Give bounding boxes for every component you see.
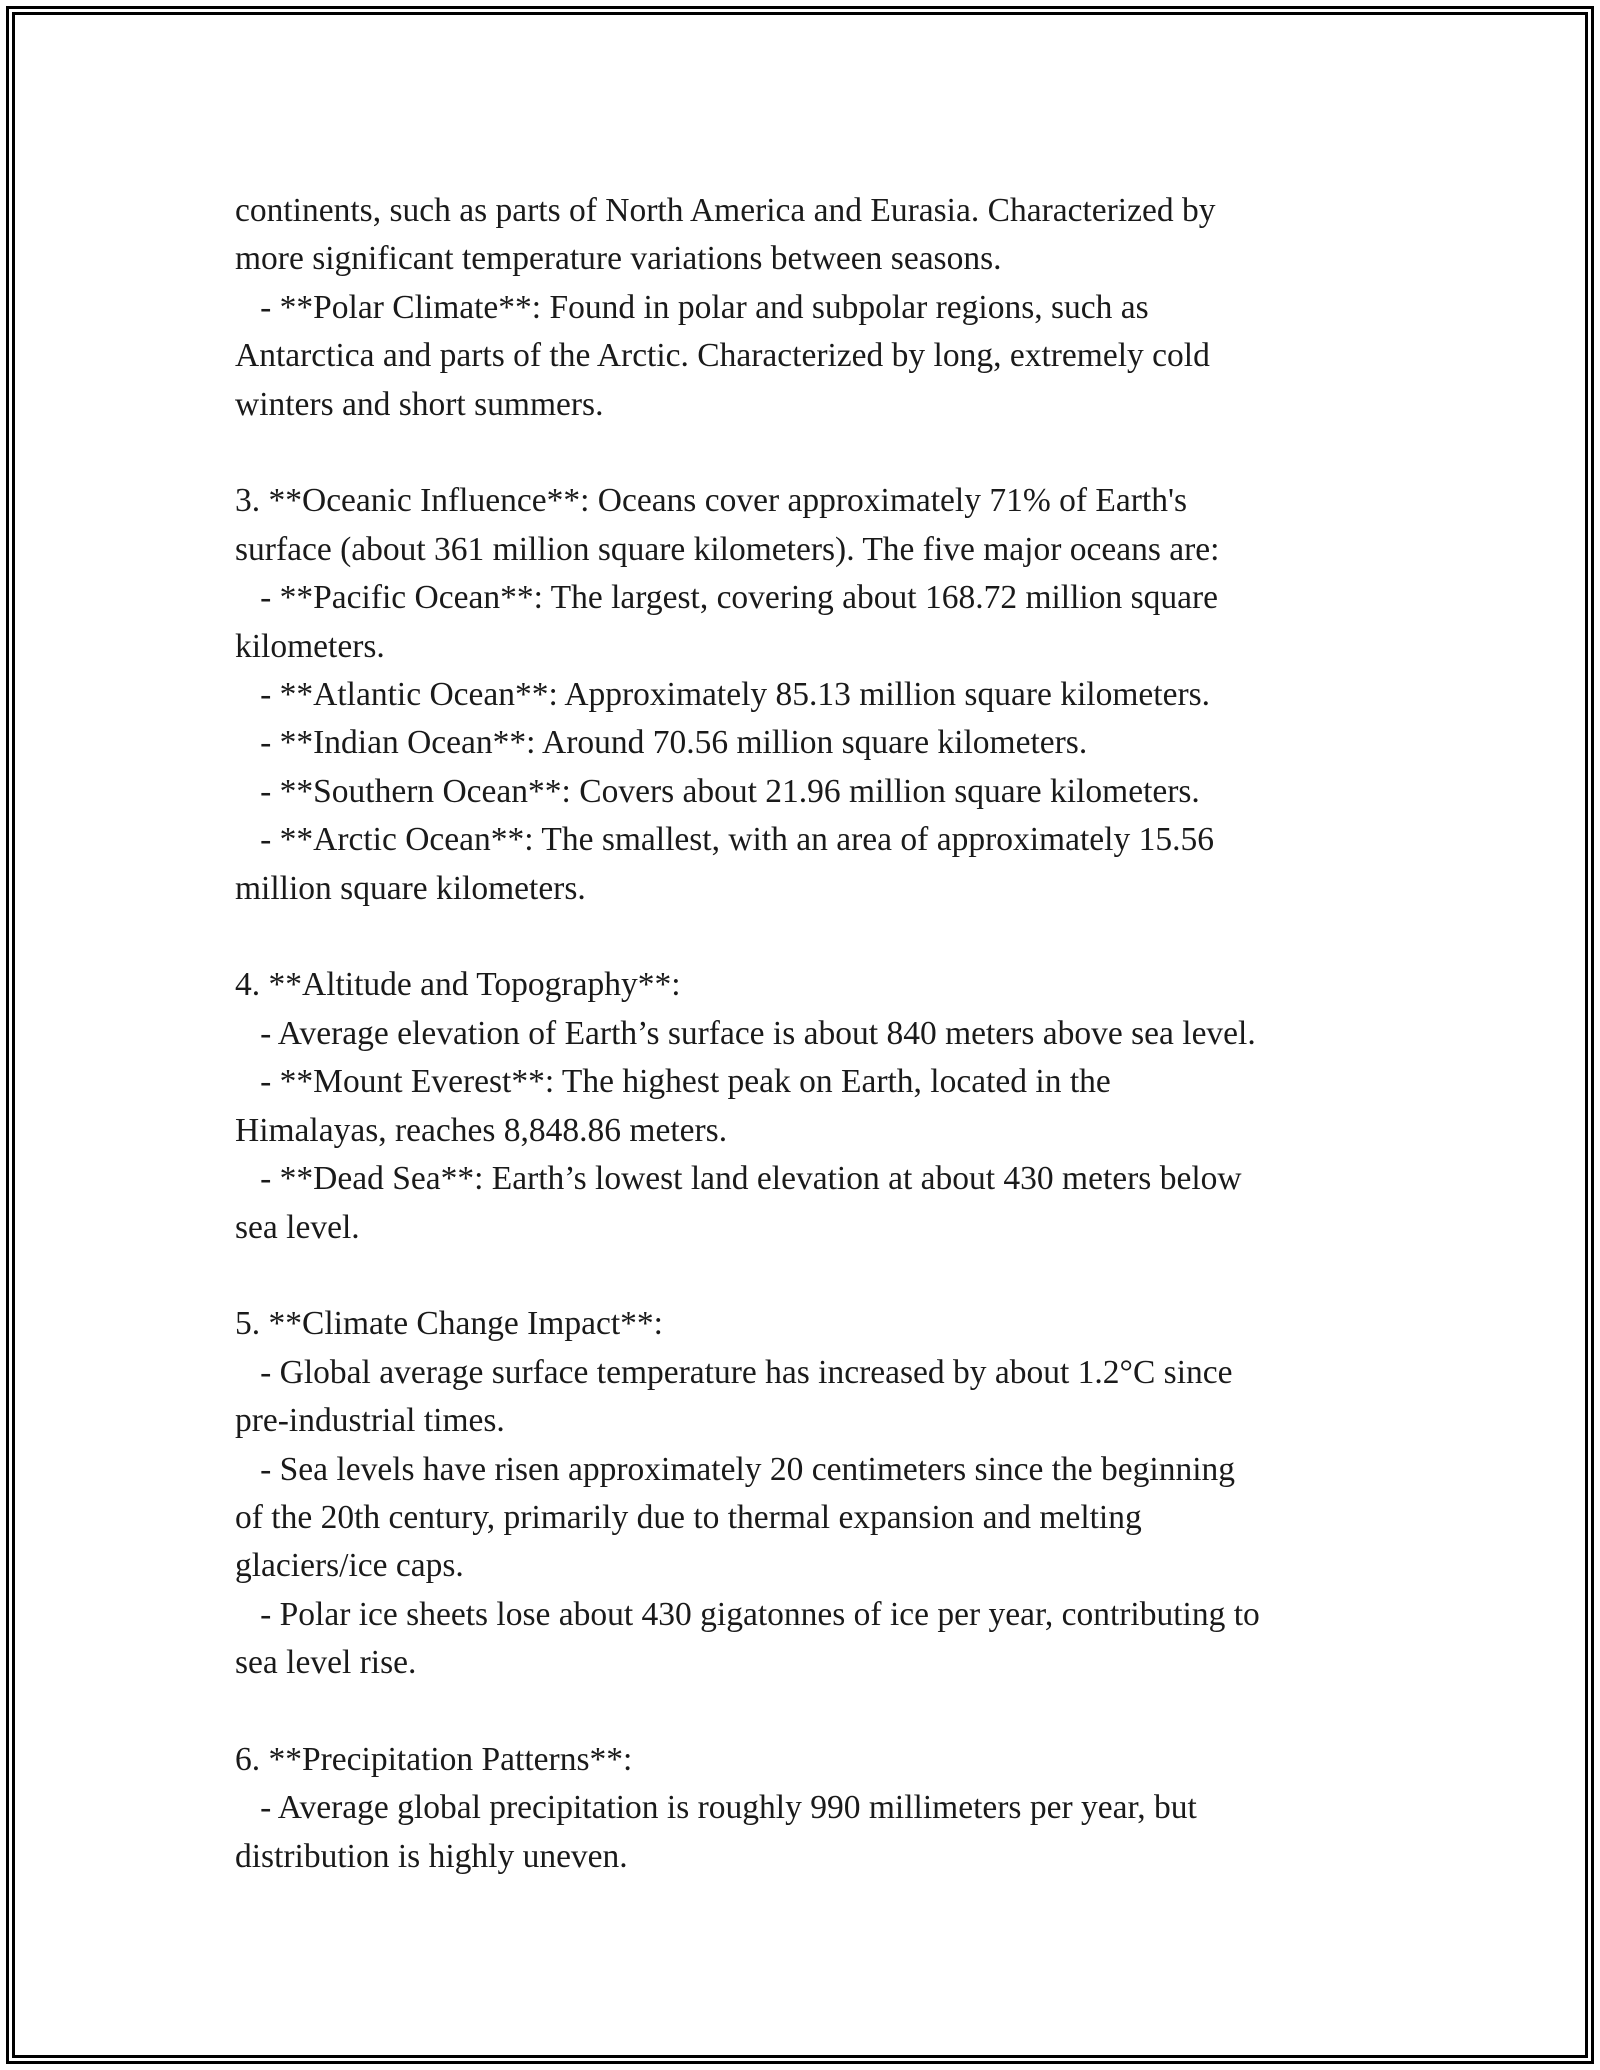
list-item: - **Arctic Ocean**: The smallest, with an area of approximately 15.56 million square kilometers. xyxy=(235,821,1214,907)
list-item: - **Atlantic Ocean**: Approximately 85.13 million square kilometers. xyxy=(235,676,1211,714)
blank-line xyxy=(235,1252,1415,1300)
list-item: - Polar ice sheets lose about 430 gigatonnes of ice per year, contributing to sea level rise. xyxy=(235,1595,1260,1682)
list-item: - **Pacific Ocean**: The largest, covering about 168.72 million square kilometers. xyxy=(235,579,1219,665)
section-heading: 4. **Altitude and Topography**: xyxy=(235,966,681,1004)
list-item: - **Southern Ocean**: Covers about 21.96 million square kilometers. xyxy=(235,772,1200,810)
section-heading: 6. **Precipitation Patterns**: xyxy=(235,1740,633,1778)
list-item: - Average global precipitation is roughly 990 millimeters per year, but distribution is highly uneven. xyxy=(235,1789,1197,1875)
document-body xyxy=(235,187,1415,1881)
list-item: - **Dead Sea**: Earth’s lowest land elevation at about 430 meters below sea level. xyxy=(235,1160,1242,1246)
list-item: - Average elevation of Earth’s surface is about 840 meters above sea level. xyxy=(235,1014,1256,1052)
list-item: - **Mount Everest**: The highest peak on Earth, located in the Himalayas, reaches 8,848.86 meters. xyxy=(235,1063,1111,1149)
section-heading: 5. **Climate Change Impact**: xyxy=(235,1305,663,1343)
list-item: - Sea levels have risen approximately 20 centimeters since the beginning of the 20th century, primarily due to thermal expansion and melting glaciers/ice caps. xyxy=(235,1450,1236,1585)
paragraph: continents, such as parts of North America and Eurasia. Characterized by more significant temperature variations between seasons. xyxy=(235,192,1216,278)
section-heading: 3. **Oceanic Influence**: Oceans cover approximately 71% of Earth's surface (about 361 million square kilometers). The five major oceans are: xyxy=(235,482,1220,568)
blank-line xyxy=(235,913,1415,961)
list-item: - Global average surface temperature has increased by about 1.2°C since pre-industrial times. xyxy=(235,1353,1233,1440)
blank-line xyxy=(235,429,1415,477)
list-item: - **Polar Climate**: Found in polar and subpolar regions, such as Antarctica and parts of the Arctic. Characterized by long, extremely cold winters and short summers. xyxy=(235,288,1210,423)
blank-line xyxy=(235,1688,1415,1736)
list-item: - **Indian Ocean**: Around 70.56 million square kilometers. xyxy=(235,724,1088,762)
